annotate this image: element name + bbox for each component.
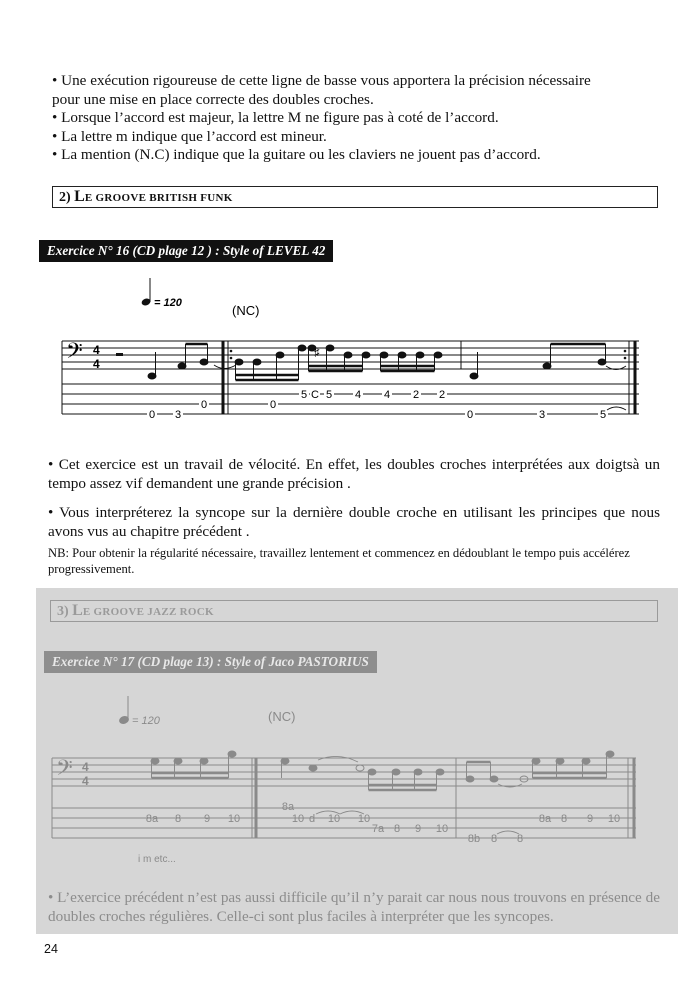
intro-bullet-line: • Lorsque l’accord est majeur, la lettre M ne figure pas à coté de l’accord. — [52, 109, 499, 126]
intro-bullet-line: • La mention (N.C) indique que la guitare ou les claviers ne jouent pas d’accord. — [52, 146, 541, 163]
svg-text:10: 10 — [607, 813, 621, 825]
svg-text:5: 5 — [300, 389, 308, 401]
svg-text:4: 4 — [383, 389, 391, 401]
nb-note: NB: Pour obtenir la régularité nécessaire, travaillez lentement et commencez en dédoublant le tempo puis accélérez progressivement. — [48, 546, 630, 576]
intro-bullet-line: • La lettre m indique que l’accord est mineur. — [52, 127, 327, 145]
svg-text:4: 4 — [354, 389, 362, 401]
svg-text:8: 8 — [516, 833, 524, 845]
tempo-value: = 120 — [132, 715, 160, 727]
intro-bullets — [52, 72, 664, 165]
chord-symbol: (NC) — [232, 303, 260, 318]
svg-text:8a: 8a — [538, 813, 552, 825]
svg-text:8: 8 — [174, 813, 182, 825]
svg-text:10: 10 — [291, 813, 305, 825]
tempo-marking — [119, 696, 130, 725]
section-title: E GROOVE BRITISH FUNK — [84, 192, 233, 204]
exercise-17-score — [0, 690, 700, 865]
tempo-value: = 120 — [154, 297, 182, 309]
chord-symbol: (NC) — [268, 709, 296, 724]
section-first-letter: L — [72, 602, 83, 619]
svg-text:0: 0 — [466, 409, 474, 421]
svg-text:d: d — [308, 813, 316, 825]
exercise-17-banner: Exercice N° 17 (CD plage 13) : Style of Jaco PASTORIUS — [44, 651, 377, 673]
section-number: 3) — [57, 604, 69, 619]
svg-text:8a: 8a — [281, 801, 295, 813]
time-signature-top: 4 — [82, 760, 89, 774]
section-number: 2) — [59, 190, 71, 205]
intro-bullet-line: pour une mise en place correcte des doubles croches. — [52, 90, 374, 108]
fingering-hint: i m etc... — [138, 854, 176, 865]
svg-text:8: 8 — [560, 813, 568, 825]
paragraph-velocity: • Cet exercice est un travail de vélocité. En effet, les doubles croches interprétées aux doigtsà un tempo assez vif demandent une grande précision . — [48, 456, 660, 492]
svg-text:5: 5 — [325, 389, 333, 401]
svg-text:10: 10 — [357, 813, 371, 825]
tempo-marking — [141, 278, 183, 309]
section-title: E GROOVE JAZZ ROCK — [82, 606, 214, 618]
svg-text:0: 0 — [269, 399, 277, 411]
svg-text:10: 10 — [435, 823, 449, 835]
rest-icon — [116, 353, 123, 356]
exercise-16-score — [0, 270, 700, 435]
svg-text:2: 2 — [412, 389, 420, 401]
bass-clef-icon: 𝄢 — [56, 755, 73, 785]
svg-text:8: 8 — [393, 823, 401, 835]
exercise-16-banner: Exercice N° 16 (CD plage 12 ) : Style of LEVEL 42 — [39, 240, 333, 262]
svg-text:3: 3 — [174, 409, 182, 421]
svg-text:0: 0 — [148, 409, 156, 421]
paragraph-jazz-rock: • L’exercice précédent n’est pas aussi difficile qu’il n’y parait car nous nous trouvons en présence de doubles croches régulières. Celle-ci sont plus faciles à interpréter que les syncopes. — [48, 889, 660, 925]
intro-bullet-line: • Une exécution rigoureuse de cette ligne de basse vous apportera la précision nécessaire — [52, 72, 591, 89]
section-2-heading — [52, 186, 658, 208]
svg-text:3: 3 — [538, 409, 546, 421]
time-signature-top: 4 — [93, 343, 100, 357]
svg-text:2: 2 — [438, 389, 446, 401]
svg-text:7a: 7a — [371, 823, 385, 835]
svg-text:C: C — [311, 389, 319, 401]
bass-clef-icon: 𝄢 — [66, 338, 83, 368]
page-number: 24 — [44, 942, 58, 956]
svg-text:8a: 8a — [145, 813, 159, 825]
notes — [151, 751, 614, 790]
time-signature-bottom: 4 — [93, 357, 100, 371]
barlines — [52, 758, 634, 838]
svg-text:8: 8 — [490, 833, 498, 845]
svg-text:10: 10 — [227, 813, 241, 825]
paragraph-syncope: • Vous interpréterez la syncope sur la dernière double croche en utilisant les principes que nous avons vus au chapitre précédent . — [48, 504, 660, 540]
svg-text:8b: 8b — [467, 833, 481, 845]
svg-text:9: 9 — [203, 813, 211, 825]
svg-text:9: 9 — [414, 823, 422, 835]
svg-text:9: 9 — [586, 813, 594, 825]
section-first-letter: L — [74, 188, 85, 205]
svg-text:0: 0 — [200, 399, 208, 411]
section-3-heading — [50, 600, 658, 622]
sharp-icon: ♯ — [314, 347, 320, 359]
time-signature-bottom: 4 — [82, 774, 89, 788]
svg-text:5: 5 — [599, 409, 607, 421]
svg-text:10: 10 — [327, 813, 341, 825]
